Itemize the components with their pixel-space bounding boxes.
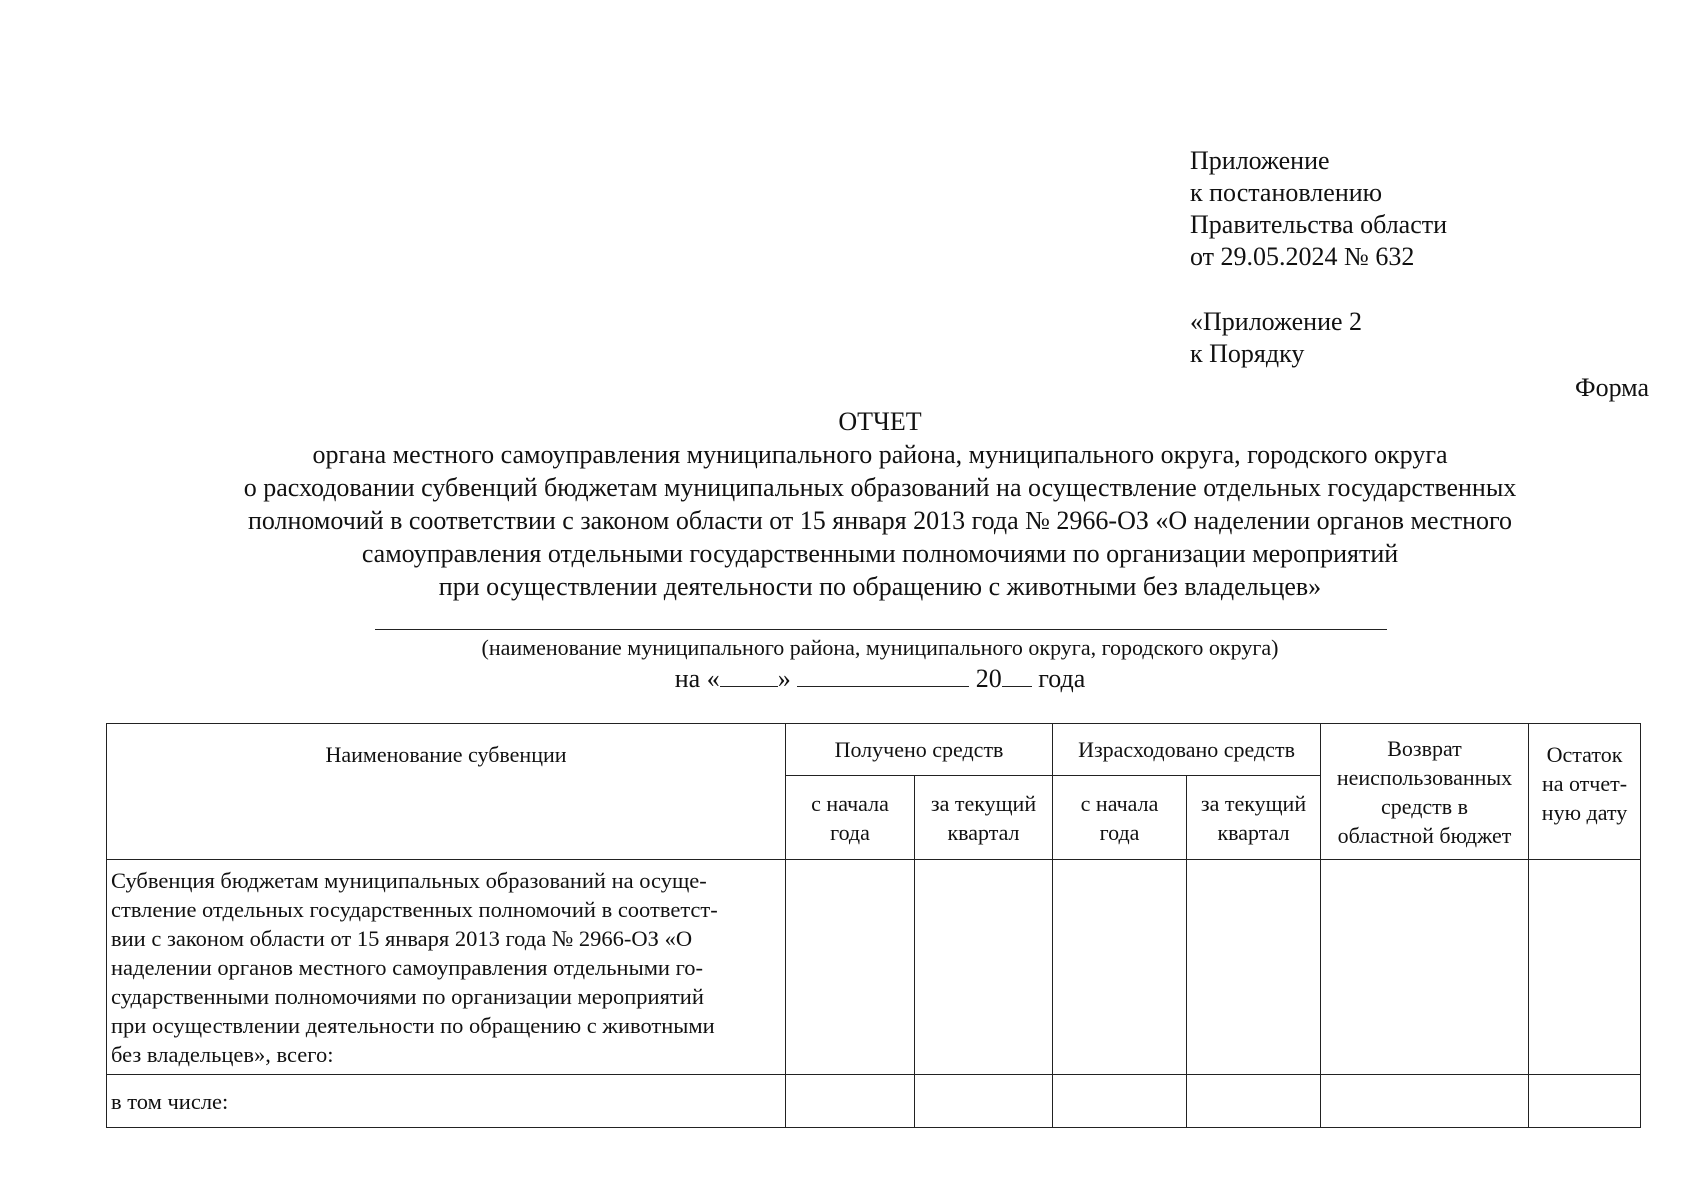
report-subtitle-line: самоуправления отдельными государственными полномочиями по организации мероприятий [361, 539, 1399, 568]
header-returned-line: Возврат [1387, 735, 1462, 761]
report-title-block [100, 405, 1660, 603]
returned-cell[interactable] [1321, 860, 1529, 1075]
cell-line: наделении органов местного самоуправления отдельными го- [111, 954, 704, 980]
form-label: Форма [1575, 373, 1649, 402]
spent-since-year-cell[interactable] [1053, 1075, 1187, 1128]
header-received: Получено средств [786, 724, 1053, 776]
received-current-quarter-cell[interactable] [915, 1075, 1053, 1128]
header-balance [1529, 724, 1641, 860]
returned-cell[interactable] [1321, 1075, 1529, 1128]
header-subvention-name: Наименование субвенции [107, 724, 786, 860]
cell-line: без владельцев», всего: [111, 1041, 334, 1067]
cell-line: сударственными полномочиями по организации мероприятий [111, 983, 704, 1009]
spent-since-year-cell[interactable] [1053, 860, 1187, 1075]
date-year-blank[interactable] [1002, 662, 1032, 687]
appendix-sub-line: «Приложение 2 [1190, 307, 1363, 336]
cell-line: при осуществлении деятельности по обращению с животными [111, 1012, 715, 1038]
header-line: за текущий [1200, 790, 1307, 816]
header-spent: Израсходовано средств [1053, 724, 1321, 776]
table-row [107, 860, 1641, 1075]
appendix-line: к постановлению [1190, 178, 1383, 207]
header-balance-line: Остаток [1546, 742, 1623, 767]
date-month-blank[interactable] [797, 662, 969, 687]
report-subtitle-line: полномочий в соответствии с законом области от 15 января 2013 года № 2966-ОЗ «О наделении органов местного [247, 506, 1513, 535]
header-returned-line: средств в [1380, 793, 1469, 819]
header-line: с начала [1080, 790, 1159, 816]
appendix-line: Правительства области [1190, 210, 1448, 239]
cell-line: ствление отдельных государственных полномочий в соответст- [111, 896, 718, 922]
balance-cell[interactable] [1529, 860, 1641, 1075]
received-since-year-cell[interactable] [786, 1075, 915, 1128]
cell-line: Субвенция бюджетам муниципальных образований на осуще- [111, 867, 707, 893]
header-spent-current-quarter [1187, 776, 1321, 860]
date-day-blank[interactable] [720, 662, 778, 687]
report-title: ОТЧЕТ [838, 407, 922, 436]
header-line: квартал [1217, 819, 1290, 845]
header-line: квартал [947, 819, 1020, 845]
header-line: за текущий [930, 790, 1037, 816]
spent-current-quarter-cell[interactable] [1187, 860, 1321, 1075]
header-line: года [830, 819, 870, 845]
report-date-line [100, 662, 1660, 695]
date-suffix: года [1038, 664, 1086, 693]
header-returned-line: неиспользованных [1336, 764, 1513, 790]
header-balance-line: ную дату [1541, 800, 1628, 825]
appendix-block [1190, 145, 1447, 370]
header-spent-since-year [1053, 776, 1187, 860]
date-prefix: на « [674, 664, 720, 693]
table-row [107, 1075, 1641, 1128]
date-year-prefix: 20 [975, 664, 1002, 693]
appendix-line: от 29.05.2024 № 632 [1190, 242, 1415, 271]
report-subtitle-line: органа местного самоуправления муниципального района, муниципального округа, городского округа [312, 440, 1448, 469]
cell-line: в том числе: [111, 1088, 229, 1114]
received-since-year-cell[interactable] [786, 860, 915, 1075]
subvention-name-cell [107, 1075, 786, 1128]
report-subtitle-line: о расходовании субвенций бюджетам муниципальных образований на осуществление отдельных государственных [243, 473, 1517, 502]
header-returned [1321, 724, 1529, 860]
subvention-name-cell [107, 860, 786, 1075]
cell-line: вии с законом области от 15 января 2013 года № 2966-ОЗ «О [111, 925, 693, 951]
report-subtitle-line: при осуществлении деятельности по обращению с животными без владельцев» [438, 572, 1322, 601]
header-returned-line: областной бюджет [1337, 822, 1512, 848]
date-quote-close: » [777, 664, 791, 693]
appendix-gap [1190, 273, 1447, 306]
spent-current-quarter-cell[interactable] [1187, 1075, 1321, 1128]
header-balance-line: на отчет- [1541, 771, 1628, 796]
appendix-line: Приложение [1190, 146, 1330, 175]
municipality-name-caption: (наименование муниципального района, муниципального округа, городского округа) [481, 635, 1279, 660]
subvention-report-table [106, 723, 1641, 1128]
municipality-name-line[interactable] [375, 629, 1387, 630]
appendix-sub-line: к Порядку [1190, 339, 1305, 368]
header-line: года [1099, 819, 1140, 845]
balance-cell[interactable] [1529, 1075, 1641, 1128]
received-current-quarter-cell[interactable] [915, 860, 1053, 1075]
header-received-since-year [786, 776, 915, 860]
header-received-current-quarter [915, 776, 1053, 860]
header-line: с начала [811, 790, 889, 816]
